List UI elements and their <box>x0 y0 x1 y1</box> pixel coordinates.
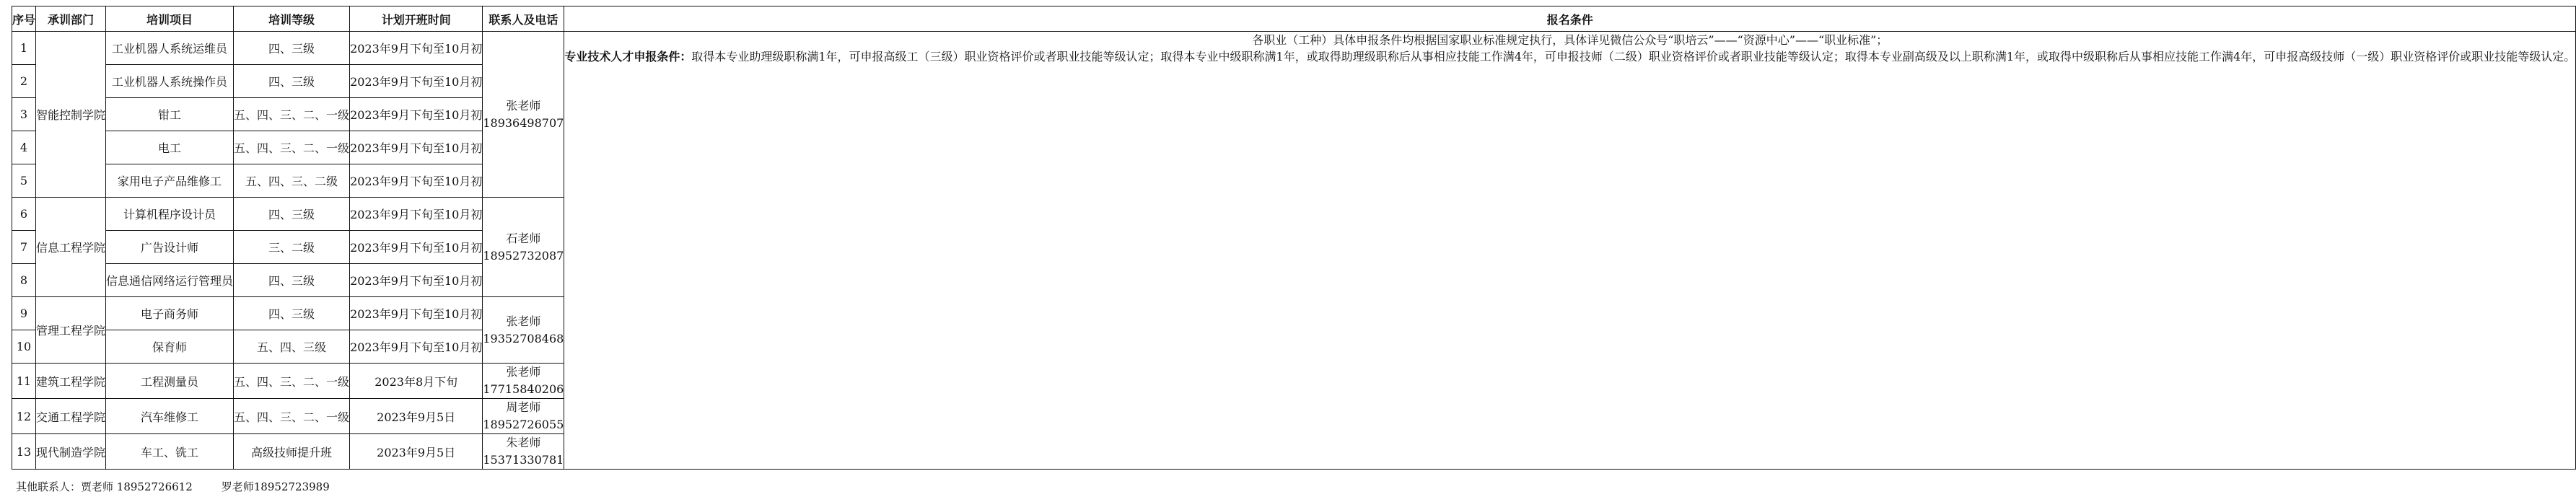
start-time-cell: 2023年9月下旬至10月初 <box>350 65 483 98</box>
start-time-cell: 2023年9月下旬至10月初 <box>350 164 483 198</box>
project-cell: 汽车维修工 <box>106 399 234 434</box>
contact-name: 张老师 <box>506 98 541 113</box>
row-number: 5 <box>12 164 36 198</box>
header-conditions: 报名条件 <box>564 6 2576 32</box>
department-cell: 管理工程学院 <box>36 297 106 364</box>
other-contact-1: 贾老师 18952726612 <box>81 480 193 493</box>
conditions-general: 各职业（工种）具体申报条件均根据国家职业标准规定执行，具体详见微信公众号“职培云”——“资源中心”——“职业标准”； <box>1252 33 1888 47</box>
level-cell: 五、四、三、二、一级 <box>234 364 350 399</box>
row-number: 3 <box>12 98 36 131</box>
department-cell: 智能控制学院 <box>36 32 106 198</box>
other-contact-2: 罗老师18952723989 <box>221 480 330 493</box>
level-cell: 四、三级 <box>234 297 350 330</box>
header-department: 承训部门 <box>36 6 106 32</box>
row-number: 9 <box>12 297 36 330</box>
contact-name: 张老师 <box>506 365 541 379</box>
level-cell: 五、四、三级 <box>234 330 350 364</box>
contact-cell <box>483 32 564 198</box>
row-number: 11 <box>12 364 36 399</box>
header-no: 序号 <box>12 6 36 32</box>
row-number: 7 <box>12 231 36 264</box>
table-row <box>12 32 2576 65</box>
project-cell: 工业机器人系统运维员 <box>106 32 234 65</box>
other-contacts <box>16 479 330 494</box>
project-cell: 工业机器人系统操作员 <box>106 65 234 98</box>
contact-phone: 18952732087 <box>483 248 564 263</box>
department-cell: 交通工程学院 <box>36 399 106 434</box>
start-time-cell: 2023年9月下旬至10月初 <box>350 98 483 131</box>
contact-phone: 15371330781 <box>483 453 564 467</box>
department-cell: 建筑工程学院 <box>36 364 106 399</box>
project-cell: 工程测量员 <box>106 364 234 399</box>
project-cell: 电工 <box>106 131 234 164</box>
contact-cell <box>483 297 564 364</box>
contact-phone: 17715840206 <box>483 382 564 396</box>
header-row <box>12 6 2576 32</box>
start-time-cell: 2023年9月下旬至10月初 <box>350 131 483 164</box>
header-contact: 联系人及电话 <box>483 6 564 32</box>
level-cell: 五、四、三、二级 <box>234 164 350 198</box>
start-time-cell: 2023年9月下旬至10月初 <box>350 330 483 364</box>
start-time-cell: 2023年9月下旬至10月初 <box>350 264 483 297</box>
other-contacts-label: 其他联系人： <box>16 480 82 493</box>
project-cell: 家用电子产品维修工 <box>106 164 234 198</box>
contact-phone: 18936498707 <box>483 115 564 130</box>
project-cell: 广告设计师 <box>106 231 234 264</box>
start-time-cell: 2023年9月5日 <box>350 434 483 470</box>
start-time-cell: 2023年9月下旬至10月初 <box>350 32 483 65</box>
conditions-pro-label: 专业技术人才申报条件： <box>564 50 692 64</box>
start-time-cell: 2023年9月下旬至10月初 <box>350 231 483 264</box>
start-time-cell: 2023年8月下旬 <box>350 364 483 399</box>
level-cell: 五、四、三、二、一级 <box>234 399 350 434</box>
project-cell: 电子商务师 <box>106 297 234 330</box>
start-time-cell: 2023年9月5日 <box>350 399 483 434</box>
level-cell: 四、三级 <box>234 198 350 231</box>
row-number: 1 <box>12 32 36 65</box>
level-cell: 四、三级 <box>234 264 350 297</box>
header-level: 培训等级 <box>234 6 350 32</box>
contact-name: 张老师 <box>506 314 541 328</box>
project-cell: 计算机程序设计员 <box>106 198 234 231</box>
start-time-cell: 2023年9月下旬至10月初 <box>350 198 483 231</box>
project-cell: 车工、铣工 <box>106 434 234 470</box>
project-cell: 保育师 <box>106 330 234 364</box>
contact-cell <box>483 399 564 434</box>
contact-phone: 19352708468 <box>483 331 564 345</box>
contact-name: 周老师 <box>506 400 541 414</box>
row-number: 13 <box>12 434 36 470</box>
department-cell: 现代制造学院 <box>36 434 106 470</box>
conditions-cell <box>564 32 2576 470</box>
row-number: 8 <box>12 264 36 297</box>
header-project: 培训项目 <box>106 6 234 32</box>
header-start-time: 计划开班时间 <box>350 6 483 32</box>
level-cell: 四、三级 <box>234 32 350 65</box>
training-schedule-table <box>12 6 2576 470</box>
row-number: 6 <box>12 198 36 231</box>
row-number: 12 <box>12 399 36 434</box>
department-cell: 信息工程学院 <box>36 198 106 297</box>
level-cell: 四、三级 <box>234 65 350 98</box>
project-cell: 信息通信网络运行管理员 <box>106 264 234 297</box>
contact-cell <box>483 364 564 399</box>
level-cell: 五、四、三、二、一级 <box>234 131 350 164</box>
row-number: 10 <box>12 330 36 364</box>
level-cell: 高级技师提升班 <box>234 434 350 470</box>
project-cell: 钳工 <box>106 98 234 131</box>
conditions-pro-text: 取得本专业助理级职称满1年，可申报高级工（三级）职业资格评价或者职业技能等级认定；取得本专业中级职称满1年，或取得助理级职称后从事相应技能工作满4年，可申报技师（二级）职业资格评价或者职业技能等级认定；取得本专业副高级及以上职称满1年，或取得中级职称后从事相应技能工作满4年，可申报高级技师（一级）职业资格评价或职业技能等级认定。 <box>691 50 2576 64</box>
row-number: 2 <box>12 65 36 98</box>
contact-name: 石老师 <box>506 231 541 245</box>
contact-cell <box>483 434 564 470</box>
level-cell: 三、二级 <box>234 231 350 264</box>
level-cell: 五、四、三、二、一级 <box>234 98 350 131</box>
contact-name: 朱老师 <box>506 436 541 449</box>
contact-phone: 18952726055 <box>483 418 564 431</box>
start-time-cell: 2023年9月下旬至10月初 <box>350 297 483 330</box>
row-number: 4 <box>12 131 36 164</box>
contact-cell <box>483 198 564 297</box>
